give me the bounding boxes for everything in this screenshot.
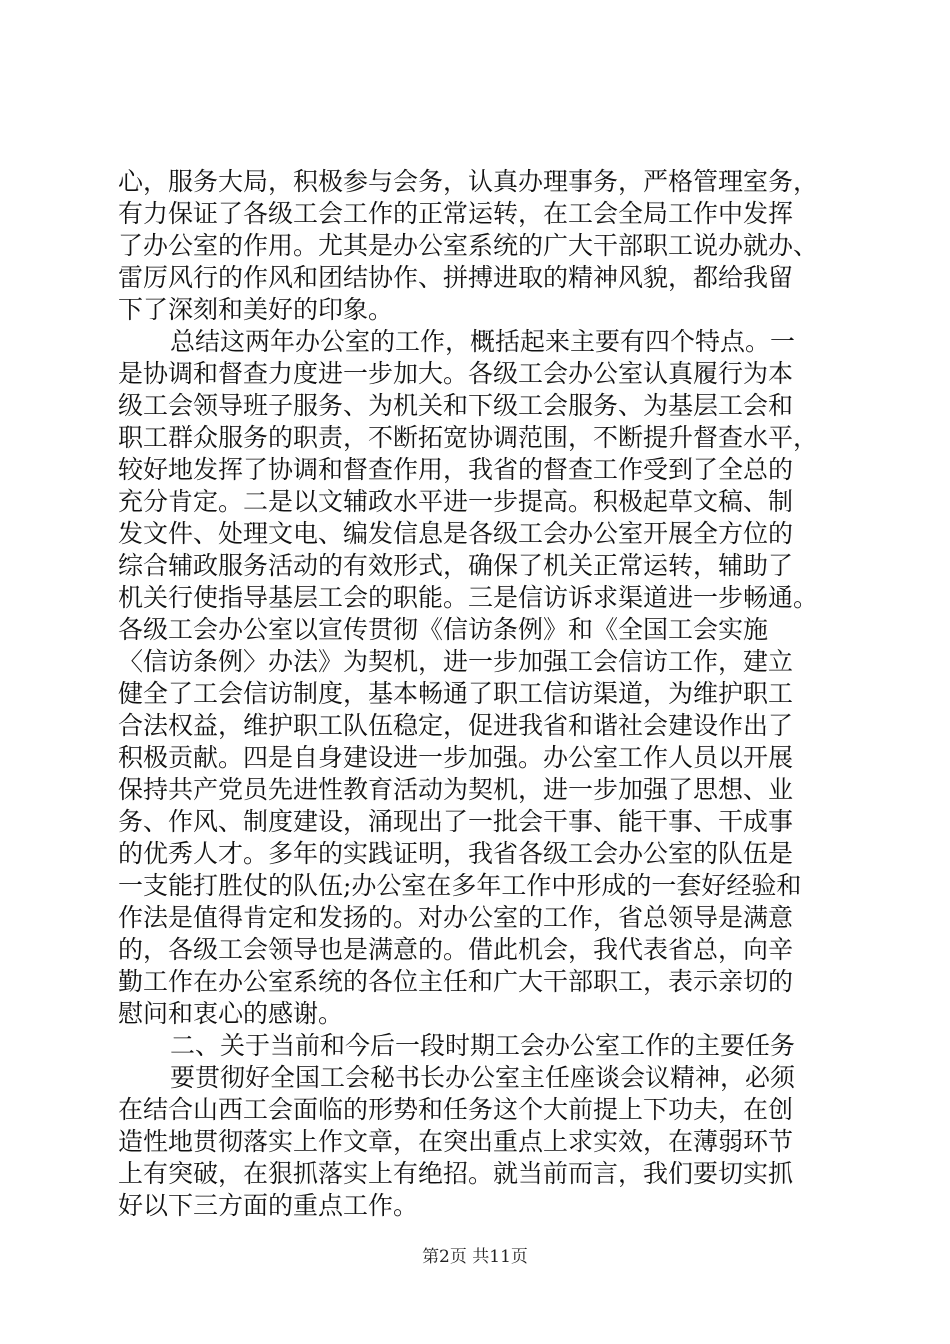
text-line: 职工群众服务的职责，不断拓宽协调范围，不断提升督查水平， <box>118 423 819 452</box>
text-line: 勤工作在办公室系统的各位主任和广大干部职工，表示亲切的 <box>118 967 794 996</box>
page-number-footer: 第2页 共11页 <box>422 1247 528 1267</box>
text-line: 是协调和督查力度进一步加大。各级工会办公室认真履行为本 <box>118 359 794 388</box>
text-line: 综合辅政服务活动的有效形式，确保了机关正常运转，辅助了 <box>118 551 794 580</box>
text-line: 慰问和衷心的感谢。 <box>118 999 344 1028</box>
text-line: 充分肯定。二是以文辅政水平进一步提高。积极起草文稿、制 <box>118 487 794 516</box>
text-line: 保持共产党员先进性教育活动为契机，进一步加强了思想、业 <box>118 775 794 804</box>
text-line: 上有突破，在狠抓落实上有绝招。就当前而言，我们要切实抓 <box>118 1159 794 1188</box>
text-line: 了办公室的作用。尤其是办公室系统的广大干部职工说办就办、 <box>118 231 819 260</box>
text-line: 发文件、处理文电、编发信息是各级工会办公室开展全方位的 <box>118 519 794 548</box>
text-line: 较好地发挥了协调和督查作用，我省的督查工作受到了全总的 <box>118 455 794 484</box>
text-line: 积极贡献。四是自身建设进一步加强。办公室工作人员以开展 <box>118 743 794 772</box>
text-line: 在结合山西工会面临的形势和任务这个大前提上下功夫，在创 <box>118 1095 794 1124</box>
section-heading: 二、关于当前和今后一段时期工会办公室工作的主要任务 <box>170 1031 796 1060</box>
text-line: 的优秀人才。多年的实践证明，我省各级工会办公室的队伍是 <box>118 839 794 868</box>
text-line: 健全了工会信访制度，基本畅通了职工信访渠道，为维护职工 <box>118 679 794 708</box>
text-line: 务、作风、制度建设，涌现出了一批会干事、能干事、干成事 <box>118 807 794 836</box>
paragraph-start-line: 总结这两年办公室的工作，概括起来主要有四个特点。一 <box>170 327 796 356</box>
text-line: 作法是值得肯定和发扬的。对办公室的工作，省总领导是满意 <box>118 903 794 932</box>
text-line: 合法权益，维护职工队伍稳定，促进我省和谐社会建设作出了 <box>118 711 794 740</box>
text-line: 〈信访条例〉办法》为契机，进一步加强工会信访工作，建立 <box>118 647 794 676</box>
text-line: 下了深刻和美好的印象。 <box>118 295 394 324</box>
text-line: 心，服务大局，积极参与会务，认真办理事务，严格管理室务， <box>118 167 819 196</box>
text-line: 各级工会办公室以宣传贯彻《信访条例》和《全国工会实施 <box>118 615 769 644</box>
text-line: 机关行使指导基层工会的职能。三是信访诉求渠道进一步畅通。 <box>118 583 819 612</box>
text-line: 好以下三方面的重点工作。 <box>118 1191 419 1220</box>
text-line: 造性地贯彻落实上作文章，在突出重点上求实效，在薄弱环节 <box>118 1127 794 1156</box>
text-line: 有力保证了各级工会工作的正常运转，在工会全局工作中发挥 <box>118 199 794 228</box>
document-body <box>118 166 838 1222</box>
paragraph-start-line: 要贯彻好全国工会秘书长办公室主任座谈会议精神，必须 <box>170 1063 796 1092</box>
text-line: 级工会领导班子服务、为机关和下级工会服务、为基层工会和 <box>118 391 794 420</box>
text-line: 的，各级工会领导也是满意的。借此机会，我代表省总，向辛 <box>118 935 794 964</box>
text-line: 雷厉风行的作风和团结协作、拼搏进取的精神风貌，都给我留 <box>118 263 794 292</box>
text-line: 一支能打胜仗的队伍;办公室在多年工作中形成的一套好经验和 <box>118 871 802 900</box>
